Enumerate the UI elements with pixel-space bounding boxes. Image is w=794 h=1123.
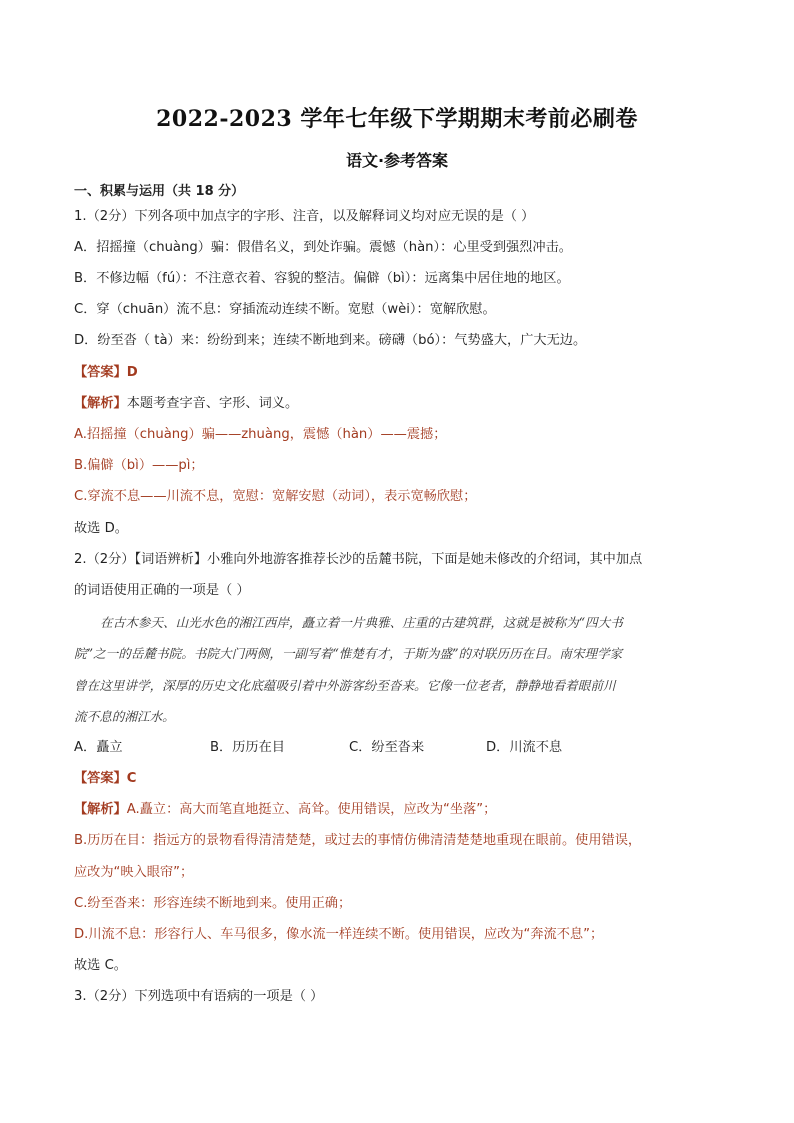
q2-passage-line3: 曾在这里讲学，深厚的历史文化底蕴吸引着中外游客纷至沓来。它像一位老者，静静地看着眼前川 <box>74 678 616 693</box>
answer-label: 【答案】 <box>74 771 127 786</box>
page-title: 2022-2023 学年七年级下学期期末考前必刷卷 <box>156 106 638 132</box>
q2-option-d: D．川流不息 <box>486 740 563 755</box>
q1-explanation-b: B.偏僻（bì）——pì； <box>74 458 204 473</box>
q2-explanation-a: A.矗立：高大而笔直地挺立、高耸。使用错误，应改为“坐落”； <box>126 802 497 817</box>
q1-answer <box>74 364 734 382</box>
q2-explanation-c: C.纷至沓来：形容连续不断地到来。使用正确； <box>74 896 352 911</box>
q1-option-a: A．招摇撞（chuàng）骗：假借名义，到处诈骗。震憾（hàn）：心里受到强烈冲击。 <box>74 240 572 255</box>
q2-explanation-d: D.川流不息：形容行人、车马很多，像水流一样连续不断。使用错误，应改为“奔流不息”； <box>74 927 604 942</box>
q1-option-c: C．穿（chuān）流不息：穿插流动连续不断。宽慰（wèi）：宽解欣慰。 <box>74 302 496 317</box>
analysis-label: 【解析】 <box>74 802 127 817</box>
answer-value: C <box>126 771 137 786</box>
q2-stem-line2: 的词语使用正确的一项是（ ） <box>74 583 250 598</box>
q1-option-b: B．不修边幅（fú）：不注意衣着、容貌的整洁。偏僻（bì）：远离集中居住地的地区。 <box>74 271 570 286</box>
q2-option-c: C．纷至沓来 <box>349 740 425 755</box>
section-heading: 一、积累与运用（共 18 分） <box>74 184 245 199</box>
q1-analysis <box>74 395 734 413</box>
page-subtitle: 语文·参考答案 <box>345 151 449 170</box>
q1-stem: 1.（2分）下列各项中加点字的字形、注音，以及解释词义均对应无误的是（ ） <box>74 209 535 224</box>
answer-label: 【答案】 <box>74 365 127 380</box>
q2-passage-line4: 流不息的湘江水。 <box>74 709 175 724</box>
q2-option-a: A．矗立 <box>74 740 123 755</box>
q1-explanation-a: A.招摇撞（chuàng）骗——zhuàng，震憾（hàn）——震撼； <box>74 427 447 442</box>
q2-explanation-b-line2: 应改为“映入眼帘”； <box>74 865 194 880</box>
q2-stem-line1: 2.（2分）【词语辨析】小雅向外地游客推荐长沙的岳麓书院，下面是她未修改的介绍词，其中加点 <box>74 552 643 567</box>
analysis-text: 本题考查字音、字形、词义。 <box>126 396 299 411</box>
q2-analysis-a <box>74 801 734 819</box>
q2-explanation-b-line1: B.历历在目：指远方的景物看得清清楚楚，或过去的事情仿佛清清楚楚地重现在眼前。使用错误， <box>74 833 642 848</box>
q2-option-b: B．历历在目 <box>210 740 285 755</box>
q2-answer <box>74 770 734 788</box>
q1-option-d: D．纷至沓（ tà）来：纷纷到来；连续不断地到来。磅礴（bó）：气势盛大，广大无边。 <box>74 333 587 348</box>
answer-value: D <box>126 365 138 380</box>
q1-conclusion: 故选 D。 <box>74 521 128 536</box>
q2-passage-line1: 在古木参天、山光水色的湘江西岸，矗立着一片典雅、庄重的古建筑群，这就是被称为“四大书 <box>100 615 623 630</box>
q2-passage-line2: 院”之一的岳麓书院。书院大门两侧，一副写着“惟楚有才，于斯为盛”的对联历历在目。南宋理学家 <box>74 646 623 661</box>
q1-explanation-c: C.穿流不息——川流不息，宽慰：宽解安慰（动词），表示宽畅欣慰； <box>74 489 477 504</box>
q3-stem: 3.（2分）下列选项中有语病的一项是（ ） <box>74 989 324 1004</box>
analysis-label: 【解析】 <box>74 396 127 411</box>
q2-conclusion: 故选 C。 <box>74 958 127 973</box>
